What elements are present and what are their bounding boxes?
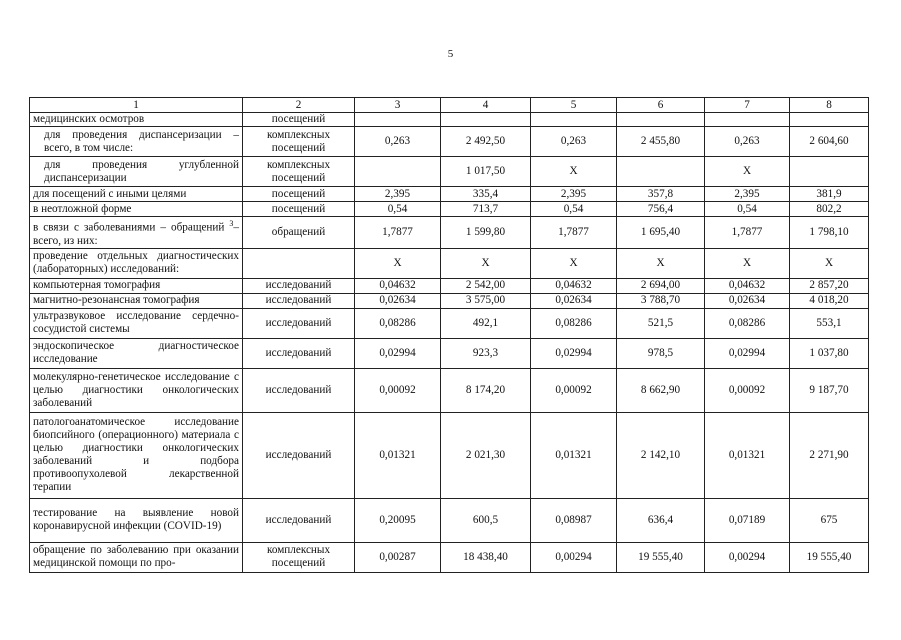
table-cell: 2 142,10 <box>617 412 705 498</box>
table-cell: 8 662,90 <box>617 368 705 412</box>
header-cell: 8 <box>790 98 869 113</box>
table-cell: 0,00287 <box>355 542 441 572</box>
table-cell: 381,9 <box>790 187 869 202</box>
header-cell: 4 <box>441 98 531 113</box>
table-cell: 0,54 <box>531 202 617 217</box>
row-unit: обращений <box>243 217 355 249</box>
table-row <box>30 498 869 542</box>
table-header-row <box>30 98 869 113</box>
tariff-table <box>29 97 869 573</box>
row-description: патологоанатомическое исследование биопсийного (операционного) материала с целью диагностики онкологических заболеваний и подбора противоопухолевой лекарственной терапии <box>30 412 243 498</box>
header-cell: 7 <box>705 98 790 113</box>
table-cell: 600,5 <box>441 498 531 542</box>
table-cell: 0,08987 <box>531 498 617 542</box>
header-cell: 3 <box>355 98 441 113</box>
table-cell: 2 694,00 <box>617 278 705 293</box>
page-number: 5 <box>447 48 454 60</box>
row-description: компьютерная томография <box>30 278 243 293</box>
table-row <box>30 412 869 498</box>
table-cell: 0,02994 <box>355 338 441 368</box>
row-description-text: – всего, из них: <box>33 221 239 247</box>
row-unit: исследований <box>243 498 355 542</box>
table-cell: 2 271,90 <box>790 412 869 498</box>
table-cell <box>790 113 869 127</box>
row-unit <box>243 248 355 278</box>
table-cell: 1,7877 <box>705 217 790 249</box>
table-cell: Х <box>705 157 790 187</box>
row-unit: исследований <box>243 412 355 498</box>
table-cell <box>705 113 790 127</box>
table-cell: 4 018,20 <box>790 293 869 308</box>
table-cell: 0,54 <box>705 202 790 217</box>
table-cell: Х <box>531 157 617 187</box>
table-row <box>30 113 869 127</box>
table-cell: 19 555,40 <box>617 542 705 572</box>
footnote-mark: 3 <box>229 219 234 228</box>
table-cell: Х <box>617 248 705 278</box>
table-cell: 0,02634 <box>705 293 790 308</box>
table-cell: 1 017,50 <box>441 157 531 187</box>
table-row <box>30 293 869 308</box>
table-cell: 335,4 <box>441 187 531 202</box>
table-row <box>30 308 869 338</box>
row-description: медицинских осмотров <box>30 113 243 127</box>
table-cell: 2 492,50 <box>441 127 531 157</box>
table-cell: 0,00294 <box>705 542 790 572</box>
table-cell: 18 438,40 <box>441 542 531 572</box>
table-cell: 2,395 <box>531 187 617 202</box>
table-cell <box>441 113 531 127</box>
table-cell: 1,7877 <box>355 217 441 249</box>
table-cell: 1 599,80 <box>441 217 531 249</box>
table-cell: 0,07189 <box>705 498 790 542</box>
table-cell: Х <box>441 248 531 278</box>
table-cell: 2,395 <box>705 187 790 202</box>
table-cell: 0,00092 <box>355 368 441 412</box>
table-cell: 9 187,70 <box>790 368 869 412</box>
table-cell: 8 174,20 <box>441 368 531 412</box>
table-cell: 978,5 <box>617 338 705 368</box>
header-cell: 2 <box>243 98 355 113</box>
row-description: магнитно-резонансная томография <box>30 293 243 308</box>
row-description: для проведения углубленной диспансеризации <box>30 157 243 187</box>
row-description: обращение по заболеванию при оказании медицинской помощи по про- <box>30 542 243 572</box>
table-cell <box>790 157 869 187</box>
table-cell: 2,395 <box>355 187 441 202</box>
table-cell: 0,04632 <box>705 278 790 293</box>
row-description <box>30 217 243 249</box>
table-cell <box>531 113 617 127</box>
table-cell: 553,1 <box>790 308 869 338</box>
table-cell <box>355 157 441 187</box>
table-cell: 3 788,70 <box>617 293 705 308</box>
table-cell: 0,02634 <box>531 293 617 308</box>
table-cell: 0,263 <box>355 127 441 157</box>
table-cell: 0,08286 <box>355 308 441 338</box>
table-cell: 1 695,40 <box>617 217 705 249</box>
table-cell: 0,08286 <box>705 308 790 338</box>
table-row <box>30 248 869 278</box>
row-unit: комплексных посещений <box>243 542 355 572</box>
table-cell: 0,00294 <box>531 542 617 572</box>
table-cell: Х <box>531 248 617 278</box>
table-row <box>30 157 869 187</box>
header-cell: 6 <box>617 98 705 113</box>
table-cell: 0,00092 <box>531 368 617 412</box>
header-cell: 1 <box>30 98 243 113</box>
table-cell: 675 <box>790 498 869 542</box>
row-unit: комплексных посещений <box>243 157 355 187</box>
table-cell: 756,4 <box>617 202 705 217</box>
row-unit: исследований <box>243 293 355 308</box>
table-cell <box>617 157 705 187</box>
row-description: эндоскопическое диагностическое исследование <box>30 338 243 368</box>
table-cell: 0,20095 <box>355 498 441 542</box>
table-cell: 0,04632 <box>355 278 441 293</box>
table-row <box>30 187 869 202</box>
table-cell: 2 857,20 <box>790 278 869 293</box>
row-unit: исследований <box>243 308 355 338</box>
table-cell: 2 455,80 <box>617 127 705 157</box>
row-description-text: в связи с заболеваниями – обращений <box>33 221 225 234</box>
row-description: проведение отдельных диагностических (лабораторных) исследований: <box>30 248 243 278</box>
table-cell: 0,01321 <box>705 412 790 498</box>
table-row <box>30 368 869 412</box>
table-cell <box>617 113 705 127</box>
row-description: для посещений с иными целями <box>30 187 243 202</box>
row-description: молекулярно-генетическое исследование с целью диагностики онкологических заболеваний <box>30 368 243 412</box>
row-unit: исследований <box>243 278 355 293</box>
table-cell: 2 021,30 <box>441 412 531 498</box>
table-cell: 0,02994 <box>531 338 617 368</box>
table-cell: 357,8 <box>617 187 705 202</box>
table-cell: 2 604,60 <box>790 127 869 157</box>
table-cell: 3 575,00 <box>441 293 531 308</box>
table-cell: 0,54 <box>355 202 441 217</box>
table-cell: 0,00092 <box>705 368 790 412</box>
row-unit: посещений <box>243 113 355 127</box>
table-cell: 521,5 <box>617 308 705 338</box>
table-cell: 19 555,40 <box>790 542 869 572</box>
table-row <box>30 338 869 368</box>
table-cell: 636,4 <box>617 498 705 542</box>
table-row <box>30 217 869 249</box>
row-unit: посещений <box>243 187 355 202</box>
row-description: для проведения диспансеризации – всего, в том числе: <box>30 127 243 157</box>
table-cell: 0,04632 <box>531 278 617 293</box>
table-cell: 802,2 <box>790 202 869 217</box>
table-cell: 0,02994 <box>705 338 790 368</box>
table-cell: 1 798,10 <box>790 217 869 249</box>
table-cell: 0,01321 <box>531 412 617 498</box>
row-description: в неотложной форме <box>30 202 243 217</box>
table-cell: 0,02634 <box>355 293 441 308</box>
table-row <box>30 542 869 572</box>
table-cell: 492,1 <box>441 308 531 338</box>
table-cell: 713,7 <box>441 202 531 217</box>
table-cell <box>355 113 441 127</box>
table-row <box>30 202 869 217</box>
table-cell: 0,263 <box>531 127 617 157</box>
table-cell: Х <box>355 248 441 278</box>
row-description: тестирование на выявление новой коронавирусной инфекции (COVID-19) <box>30 498 243 542</box>
table-cell: 1,7877 <box>531 217 617 249</box>
table-cell: 923,3 <box>441 338 531 368</box>
row-unit: исследований <box>243 338 355 368</box>
row-unit: комплексных посещений <box>243 127 355 157</box>
row-description: ультразвуковое исследование сердечно-сосудистой системы <box>30 308 243 338</box>
row-unit: исследований <box>243 368 355 412</box>
table-cell: Х <box>790 248 869 278</box>
table-cell: 2 542,00 <box>441 278 531 293</box>
table-cell: 1 037,80 <box>790 338 869 368</box>
table-cell: 0,263 <box>705 127 790 157</box>
table-row <box>30 127 869 157</box>
table-cell: 0,01321 <box>355 412 441 498</box>
table-cell: Х <box>705 248 790 278</box>
table-cell: 0,08286 <box>531 308 617 338</box>
row-unit: посещений <box>243 202 355 217</box>
header-cell: 5 <box>531 98 617 113</box>
table-row <box>30 278 869 293</box>
